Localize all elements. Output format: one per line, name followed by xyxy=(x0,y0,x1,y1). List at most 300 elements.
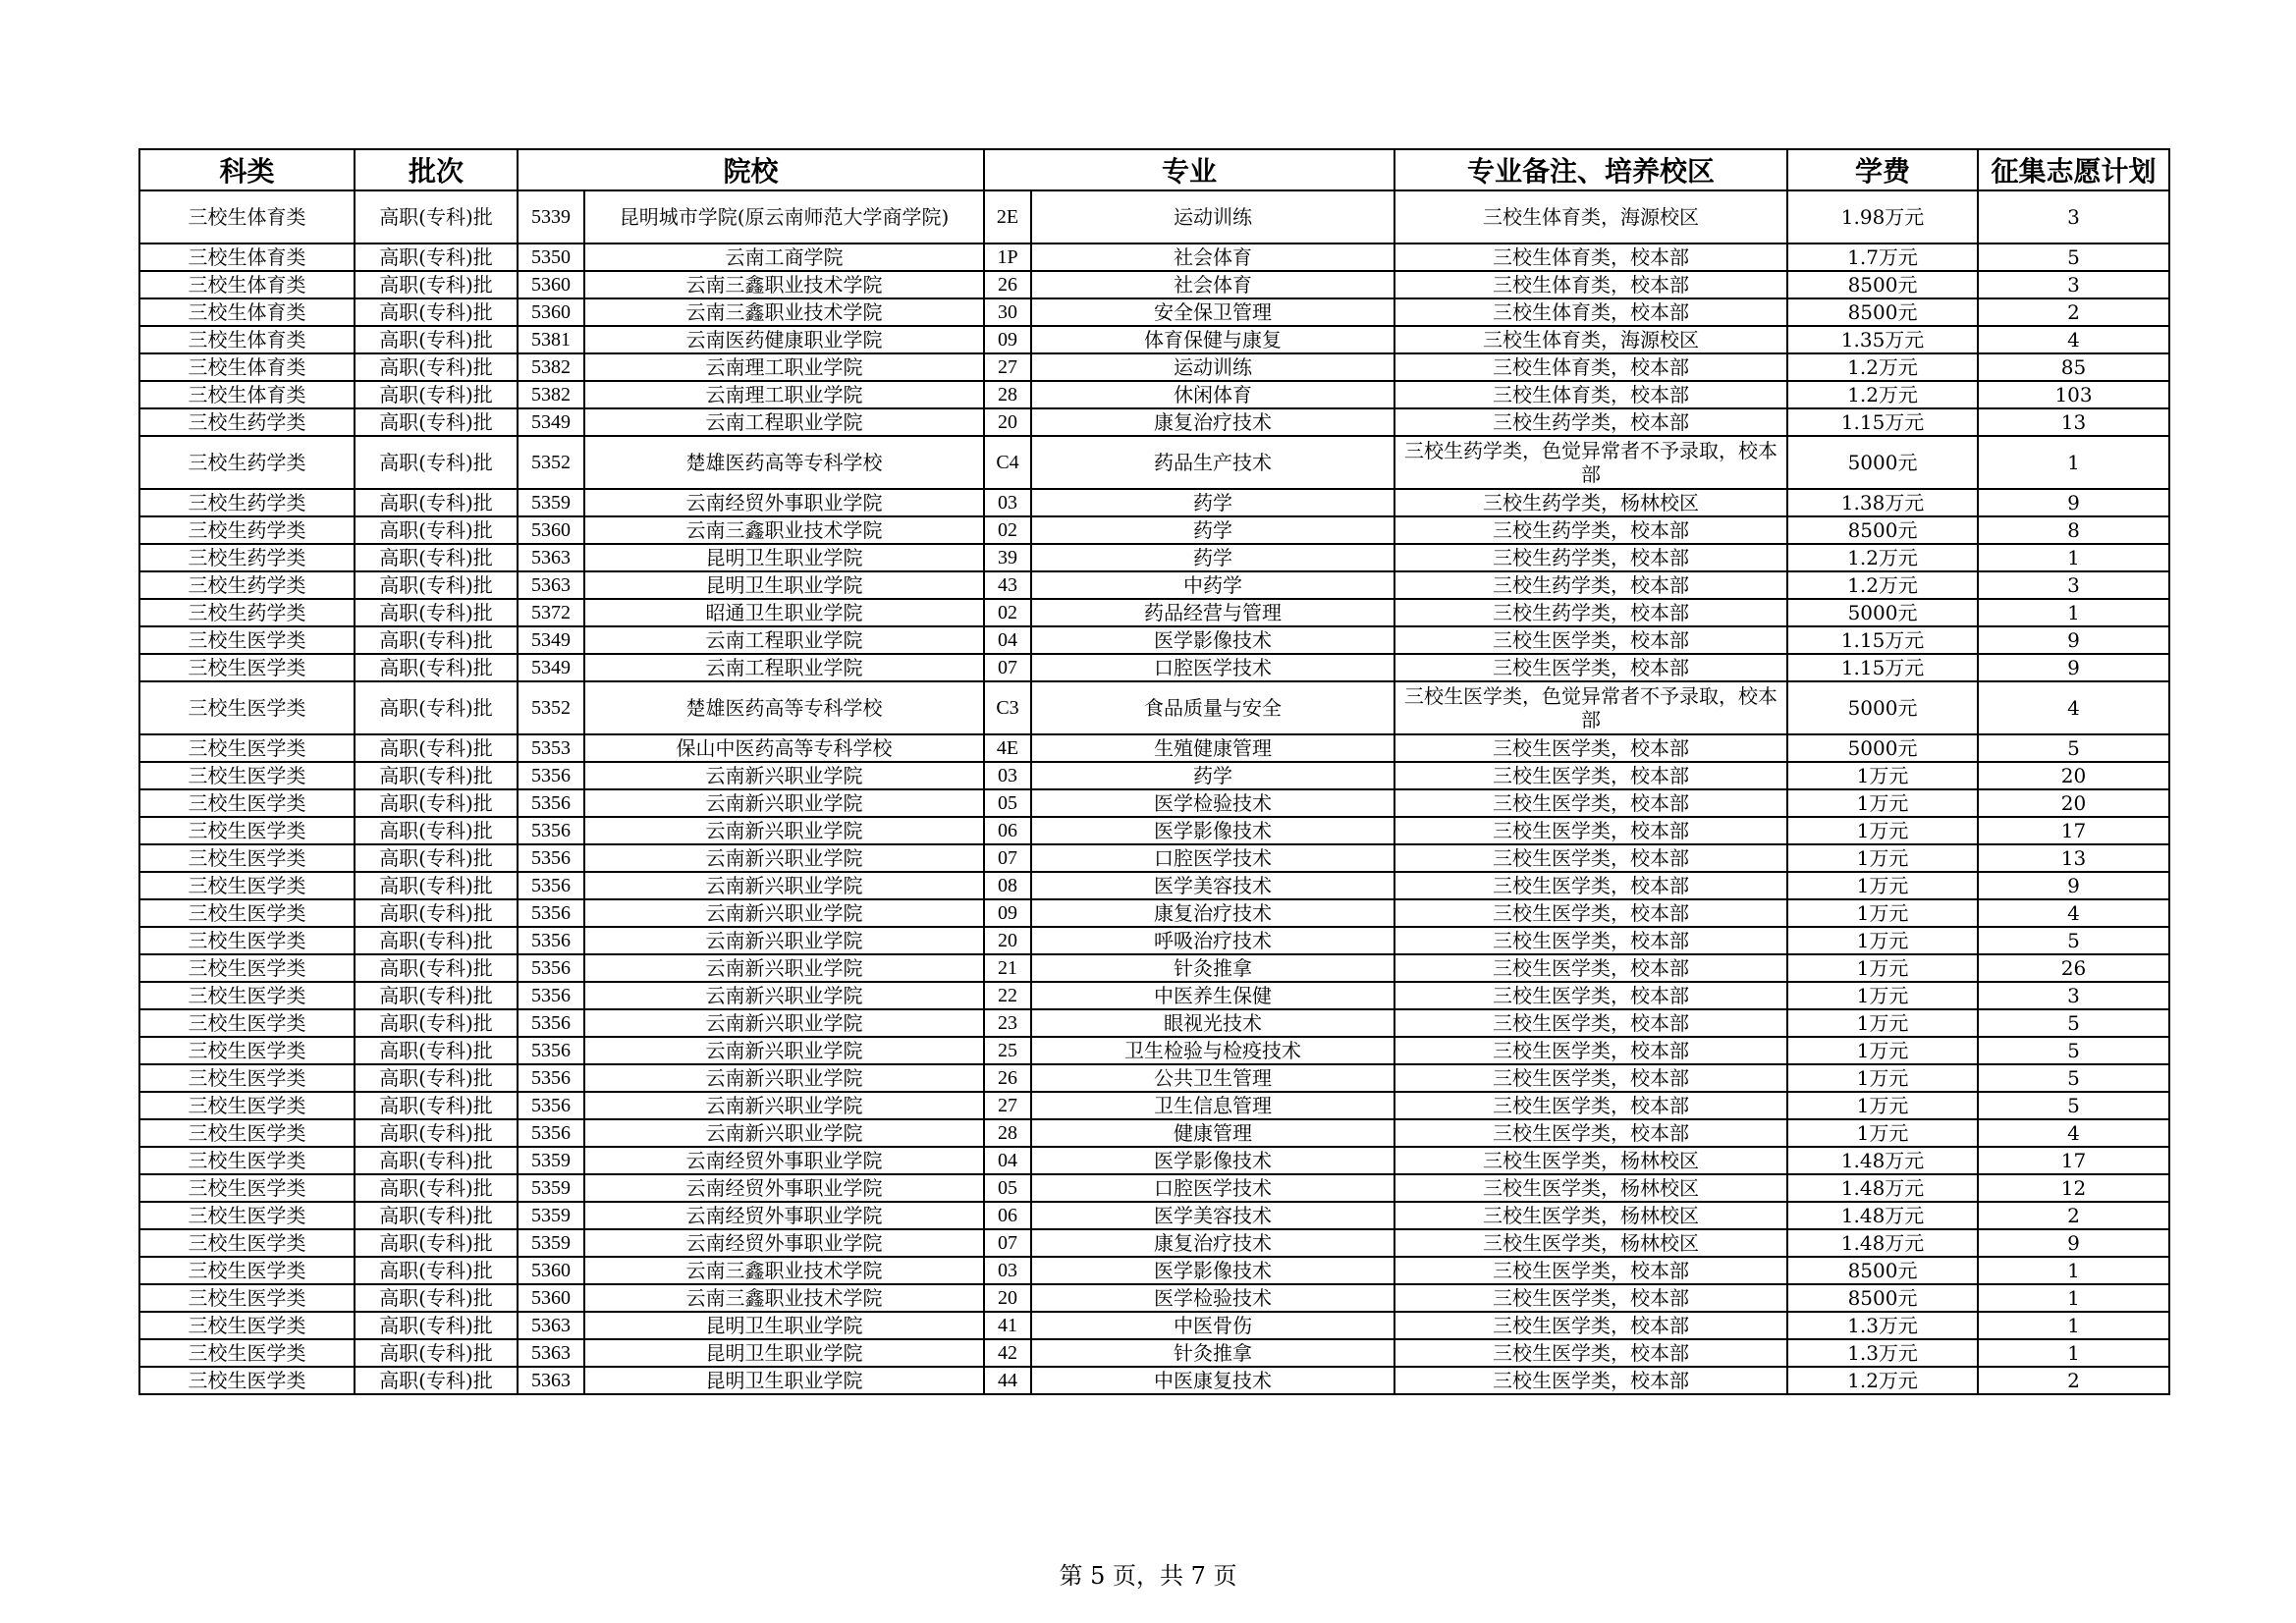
cell-school-code: 5360 xyxy=(518,1284,584,1312)
cell-fee: 1.2万元 xyxy=(1787,381,1978,408)
table-row xyxy=(139,353,2169,381)
cell-school-code: 5359 xyxy=(518,1174,584,1202)
cell-remark: 三校生药学类，校本部 xyxy=(1394,408,1787,436)
cell-school-code: 5360 xyxy=(518,516,584,544)
cell-batch: 高职(专科)批 xyxy=(355,927,518,954)
cell-school-code: 5356 xyxy=(518,1064,584,1092)
cell-school-code: 5352 xyxy=(518,681,584,734)
cell-plan: 5 xyxy=(1978,1037,2169,1064)
cell-category: 三校生医学类 xyxy=(139,654,355,681)
table-row xyxy=(139,1229,2169,1257)
cell-plan: 20 xyxy=(1978,762,2169,789)
cell-category: 三校生医学类 xyxy=(139,1174,355,1202)
cell-plan: 13 xyxy=(1978,408,2169,436)
cell-school: 云南工程职业学院 xyxy=(584,654,984,681)
cell-batch: 高职(专科)批 xyxy=(355,1229,518,1257)
cell-major-code: 06 xyxy=(984,1202,1031,1229)
cell-school-code: 5359 xyxy=(518,1147,584,1174)
cell-major: 社会体育 xyxy=(1031,271,1394,298)
cell-major: 医学影像技术 xyxy=(1031,1257,1394,1284)
cell-major-code: 20 xyxy=(984,927,1031,954)
cell-category: 三校生药学类 xyxy=(139,571,355,599)
table-row xyxy=(139,1064,2169,1092)
cell-batch: 高职(专科)批 xyxy=(355,1009,518,1037)
cell-plan: 4 xyxy=(1978,899,2169,927)
cell-major-code: 03 xyxy=(984,762,1031,789)
cell-remark: 三校生体育类，海源校区 xyxy=(1394,190,1787,243)
cell-school: 云南工商学院 xyxy=(584,243,984,271)
cell-category: 三校生医学类 xyxy=(139,1284,355,1312)
table-row xyxy=(139,844,2169,872)
cell-school: 云南三鑫职业技术学院 xyxy=(584,298,984,326)
cell-major-code: 41 xyxy=(984,1312,1031,1339)
table-row xyxy=(139,516,2169,544)
cell-plan: 3 xyxy=(1978,982,2169,1009)
cell-major: 中医骨伤 xyxy=(1031,1312,1394,1339)
cell-school-code: 5382 xyxy=(518,381,584,408)
cell-fee: 1万元 xyxy=(1787,1119,1978,1147)
cell-batch: 高职(专科)批 xyxy=(355,436,518,489)
cell-plan: 1 xyxy=(1978,1312,2169,1339)
cell-major-code: 28 xyxy=(984,381,1031,408)
cell-major: 药品生产技术 xyxy=(1031,436,1394,489)
cell-school: 云南三鑫职业技术学院 xyxy=(584,516,984,544)
cell-category: 三校生医学类 xyxy=(139,1367,355,1394)
cell-plan: 13 xyxy=(1978,844,2169,872)
cell-major-code: 03 xyxy=(984,1257,1031,1284)
cell-plan: 5 xyxy=(1978,1009,2169,1037)
cell-batch: 高职(专科)批 xyxy=(355,1312,518,1339)
cell-remark: 三校生医学类，校本部 xyxy=(1394,927,1787,954)
table-row xyxy=(139,1092,2169,1119)
cell-major: 药学 xyxy=(1031,762,1394,789)
cell-batch: 高职(专科)批 xyxy=(355,298,518,326)
cell-school: 云南新兴职业学院 xyxy=(584,1037,984,1064)
cell-remark: 三校生医学类，校本部 xyxy=(1394,1367,1787,1394)
table-row xyxy=(139,1037,2169,1064)
cell-remark: 三校生医学类，校本部 xyxy=(1394,872,1787,899)
table-row xyxy=(139,789,2169,817)
cell-plan: 3 xyxy=(1978,190,2169,243)
cell-fee: 1.48万元 xyxy=(1787,1202,1978,1229)
cell-plan: 5 xyxy=(1978,1064,2169,1092)
cell-remark: 三校生医学类，校本部 xyxy=(1394,789,1787,817)
cell-major-code: 28 xyxy=(984,1119,1031,1147)
cell-category: 三校生医学类 xyxy=(139,762,355,789)
cell-school: 云南新兴职业学院 xyxy=(584,1092,984,1119)
cell-school: 云南新兴职业学院 xyxy=(584,982,984,1009)
cell-major: 体育保健与康复 xyxy=(1031,326,1394,353)
cell-plan: 9 xyxy=(1978,654,2169,681)
cell-batch: 高职(专科)批 xyxy=(355,954,518,982)
cell-plan: 17 xyxy=(1978,1147,2169,1174)
cell-major-code: 27 xyxy=(984,1092,1031,1119)
cell-batch: 高职(专科)批 xyxy=(355,734,518,762)
table-row xyxy=(139,599,2169,626)
cell-remark: 三校生体育类，校本部 xyxy=(1394,353,1787,381)
cell-major: 公共卫生管理 xyxy=(1031,1064,1394,1092)
cell-major-code: 08 xyxy=(984,872,1031,899)
cell-school-code: 5353 xyxy=(518,734,584,762)
cell-major-code: 44 xyxy=(984,1367,1031,1394)
cell-batch: 高职(专科)批 xyxy=(355,1119,518,1147)
cell-plan: 4 xyxy=(1978,1119,2169,1147)
cell-fee: 1.48万元 xyxy=(1787,1147,1978,1174)
cell-major-code: 26 xyxy=(984,1064,1031,1092)
table-row xyxy=(139,1147,2169,1174)
cell-remark: 三校生医学类，校本部 xyxy=(1394,1312,1787,1339)
cell-major: 卫生信息管理 xyxy=(1031,1092,1394,1119)
cell-school-code: 5356 xyxy=(518,1092,584,1119)
cell-school: 云南新兴职业学院 xyxy=(584,1119,984,1147)
cell-major-code: 1P xyxy=(984,243,1031,271)
cell-plan: 4 xyxy=(1978,326,2169,353)
cell-major-code: 22 xyxy=(984,982,1031,1009)
cell-major-code: 09 xyxy=(984,899,1031,927)
cell-category: 三校生体育类 xyxy=(139,353,355,381)
cell-batch: 高职(专科)批 xyxy=(355,789,518,817)
cell-plan: 9 xyxy=(1978,1229,2169,1257)
cell-plan: 1 xyxy=(1978,599,2169,626)
cell-major: 生殖健康管理 xyxy=(1031,734,1394,762)
cell-fee: 1万元 xyxy=(1787,982,1978,1009)
cell-category: 三校生医学类 xyxy=(139,927,355,954)
cell-school: 昭通卫生职业学院 xyxy=(584,599,984,626)
cell-plan: 1 xyxy=(1978,436,2169,489)
cell-category: 三校生医学类 xyxy=(139,1119,355,1147)
cell-plan: 2 xyxy=(1978,1367,2169,1394)
cell-school: 云南三鑫职业技术学院 xyxy=(584,271,984,298)
table-row xyxy=(139,408,2169,436)
cell-remark: 三校生体育类，海源校区 xyxy=(1394,326,1787,353)
cell-school: 昆明卫生职业学院 xyxy=(584,1367,984,1394)
cell-remark: 三校生药学类，色觉异常者不予录取，校本部 xyxy=(1394,436,1787,489)
cell-plan: 9 xyxy=(1978,872,2169,899)
header-batch: 批次 xyxy=(355,149,518,190)
cell-fee: 1.3万元 xyxy=(1787,1339,1978,1367)
cell-fee: 8500元 xyxy=(1787,271,1978,298)
cell-batch: 高职(专科)批 xyxy=(355,326,518,353)
cell-major-code: 04 xyxy=(984,626,1031,654)
cell-school: 云南医药健康职业学院 xyxy=(584,326,984,353)
cell-category: 三校生医学类 xyxy=(139,681,355,734)
cell-fee: 1万元 xyxy=(1787,844,1978,872)
table-row xyxy=(139,1284,2169,1312)
cell-remark: 三校生医学类，校本部 xyxy=(1394,734,1787,762)
cell-plan: 17 xyxy=(1978,817,2169,844)
cell-major-code: 09 xyxy=(984,326,1031,353)
table-row xyxy=(139,298,2169,326)
cell-batch: 高职(专科)批 xyxy=(355,1174,518,1202)
cell-school-code: 5349 xyxy=(518,654,584,681)
table-row xyxy=(139,1009,2169,1037)
cell-category: 三校生医学类 xyxy=(139,954,355,982)
cell-category: 三校生体育类 xyxy=(139,326,355,353)
cell-major: 药学 xyxy=(1031,489,1394,516)
cell-category: 三校生医学类 xyxy=(139,1147,355,1174)
cell-school: 云南理工职业学院 xyxy=(584,381,984,408)
cell-school: 楚雄医药高等专科学校 xyxy=(584,681,984,734)
table-row xyxy=(139,1312,2169,1339)
table-row xyxy=(139,243,2169,271)
cell-category: 三校生医学类 xyxy=(139,1064,355,1092)
cell-fee: 1万元 xyxy=(1787,927,1978,954)
cell-batch: 高职(专科)批 xyxy=(355,1064,518,1092)
cell-major: 针灸推拿 xyxy=(1031,954,1394,982)
cell-fee: 1万元 xyxy=(1787,899,1978,927)
cell-category: 三校生药学类 xyxy=(139,408,355,436)
cell-school-code: 5356 xyxy=(518,1009,584,1037)
cell-major: 康复治疗技术 xyxy=(1031,408,1394,436)
cell-major: 康复治疗技术 xyxy=(1031,899,1394,927)
cell-remark: 三校生医学类，校本部 xyxy=(1394,762,1787,789)
cell-category: 三校生医学类 xyxy=(139,789,355,817)
cell-major: 呼吸治疗技术 xyxy=(1031,927,1394,954)
cell-school: 云南经贸外事职业学院 xyxy=(584,489,984,516)
cell-major: 健康管理 xyxy=(1031,1119,1394,1147)
cell-school: 云南三鑫职业技术学院 xyxy=(584,1284,984,1312)
cell-major: 卫生检验与检疫技术 xyxy=(1031,1037,1394,1064)
cell-fee: 1万元 xyxy=(1787,1037,1978,1064)
cell-remark: 三校生体育类，校本部 xyxy=(1394,271,1787,298)
cell-plan: 1 xyxy=(1978,1339,2169,1367)
cell-category: 三校生医学类 xyxy=(139,1092,355,1119)
cell-major-code: C4 xyxy=(984,436,1031,489)
cell-fee: 8500元 xyxy=(1787,1257,1978,1284)
cell-school-code: 5363 xyxy=(518,1367,584,1394)
cell-plan: 2 xyxy=(1978,1202,2169,1229)
cell-category: 三校生医学类 xyxy=(139,626,355,654)
cell-major: 运动训练 xyxy=(1031,190,1394,243)
table-row xyxy=(139,899,2169,927)
cell-school-code: 5356 xyxy=(518,1037,584,1064)
cell-remark: 三校生医学类，校本部 xyxy=(1394,982,1787,1009)
cell-major-code: 05 xyxy=(984,1174,1031,1202)
cell-category: 三校生医学类 xyxy=(139,982,355,1009)
cell-remark: 三校生医学类，校本部 xyxy=(1394,626,1787,654)
cell-fee: 1.98万元 xyxy=(1787,190,1978,243)
cell-major: 中医养生保健 xyxy=(1031,982,1394,1009)
cell-batch: 高职(专科)批 xyxy=(355,817,518,844)
cell-major-code: 21 xyxy=(984,954,1031,982)
cell-school: 云南新兴职业学院 xyxy=(584,872,984,899)
cell-major: 药学 xyxy=(1031,516,1394,544)
cell-major: 医学检验技术 xyxy=(1031,1284,1394,1312)
table-row xyxy=(139,1367,2169,1394)
cell-major: 医学美容技术 xyxy=(1031,872,1394,899)
cell-school: 云南新兴职业学院 xyxy=(584,927,984,954)
cell-plan: 3 xyxy=(1978,271,2169,298)
cell-fee: 1.15万元 xyxy=(1787,626,1978,654)
cell-batch: 高职(专科)批 xyxy=(355,544,518,571)
header-major: 专业 xyxy=(984,149,1394,190)
cell-plan: 5 xyxy=(1978,243,2169,271)
cell-school-code: 5382 xyxy=(518,353,584,381)
cell-major-code: 20 xyxy=(984,1284,1031,1312)
cell-plan: 103 xyxy=(1978,381,2169,408)
cell-school-code: 5381 xyxy=(518,326,584,353)
cell-school: 云南理工职业学院 xyxy=(584,353,984,381)
header-category: 科类 xyxy=(139,149,355,190)
cell-school: 云南新兴职业学院 xyxy=(584,762,984,789)
cell-major-code: 02 xyxy=(984,599,1031,626)
cell-category: 三校生医学类 xyxy=(139,1037,355,1064)
cell-plan: 26 xyxy=(1978,954,2169,982)
cell-school: 昆明城市学院(原云南师范大学商学院) xyxy=(584,190,984,243)
cell-major: 运动训练 xyxy=(1031,353,1394,381)
cell-remark: 三校生医学类，杨林校区 xyxy=(1394,1174,1787,1202)
table-row xyxy=(139,271,2169,298)
cell-school: 云南新兴职业学院 xyxy=(584,789,984,817)
cell-major-code: 02 xyxy=(984,516,1031,544)
cell-major-code: 2E xyxy=(984,190,1031,243)
table-row xyxy=(139,1339,2169,1367)
cell-school: 云南经贸外事职业学院 xyxy=(584,1147,984,1174)
cell-category: 三校生医学类 xyxy=(139,1229,355,1257)
cell-major: 休闲体育 xyxy=(1031,381,1394,408)
cell-batch: 高职(专科)批 xyxy=(355,982,518,1009)
cell-major: 中药学 xyxy=(1031,571,1394,599)
cell-fee: 8500元 xyxy=(1787,1284,1978,1312)
cell-batch: 高职(专科)批 xyxy=(355,762,518,789)
cell-remark: 三校生体育类，校本部 xyxy=(1394,243,1787,271)
cell-plan: 3 xyxy=(1978,571,2169,599)
cell-fee: 1万元 xyxy=(1787,817,1978,844)
cell-category: 三校生体育类 xyxy=(139,381,355,408)
cell-batch: 高职(专科)批 xyxy=(355,872,518,899)
cell-remark: 三校生药学类，杨林校区 xyxy=(1394,489,1787,516)
cell-major: 康复治疗技术 xyxy=(1031,1229,1394,1257)
cell-batch: 高职(专科)批 xyxy=(355,681,518,734)
table-row xyxy=(139,817,2169,844)
cell-batch: 高职(专科)批 xyxy=(355,626,518,654)
table-row xyxy=(139,681,2169,734)
cell-plan: 9 xyxy=(1978,489,2169,516)
cell-school: 云南工程职业学院 xyxy=(584,408,984,436)
cell-school-code: 5349 xyxy=(518,408,584,436)
cell-plan: 5 xyxy=(1978,927,2169,954)
cell-category: 三校生体育类 xyxy=(139,190,355,243)
table-body xyxy=(139,190,2169,1394)
cell-major: 眼视光技术 xyxy=(1031,1009,1394,1037)
cell-school-code: 5356 xyxy=(518,817,584,844)
cell-school-code: 5356 xyxy=(518,927,584,954)
cell-fee: 1.48万元 xyxy=(1787,1229,1978,1257)
cell-major-code: 07 xyxy=(984,654,1031,681)
cell-major-code: 4E xyxy=(984,734,1031,762)
cell-category: 三校生医学类 xyxy=(139,734,355,762)
cell-plan: 1 xyxy=(1978,1284,2169,1312)
cell-fee: 1万元 xyxy=(1787,1064,1978,1092)
cell-major: 医学美容技术 xyxy=(1031,1202,1394,1229)
cell-remark: 三校生药学类，校本部 xyxy=(1394,544,1787,571)
cell-school: 云南经贸外事职业学院 xyxy=(584,1202,984,1229)
cell-remark: 三校生医学类，校本部 xyxy=(1394,654,1787,681)
table-row xyxy=(139,544,2169,571)
cell-major: 针灸推拿 xyxy=(1031,1339,1394,1367)
cell-plan: 5 xyxy=(1978,1092,2169,1119)
cell-fee: 1万元 xyxy=(1787,872,1978,899)
cell-remark: 三校生医学类，校本部 xyxy=(1394,1092,1787,1119)
cell-batch: 高职(专科)批 xyxy=(355,408,518,436)
cell-plan: 5 xyxy=(1978,734,2169,762)
cell-batch: 高职(专科)批 xyxy=(355,516,518,544)
cell-fee: 5000元 xyxy=(1787,681,1978,734)
cell-major-code: 30 xyxy=(984,298,1031,326)
cell-fee: 1.2万元 xyxy=(1787,544,1978,571)
table-row xyxy=(139,954,2169,982)
cell-fee: 1万元 xyxy=(1787,789,1978,817)
cell-fee: 1.2万元 xyxy=(1787,353,1978,381)
table-row xyxy=(139,982,2169,1009)
cell-school-code: 5363 xyxy=(518,544,584,571)
table-row xyxy=(139,734,2169,762)
cell-remark: 三校生药学类，校本部 xyxy=(1394,571,1787,599)
cell-major-code: 23 xyxy=(984,1009,1031,1037)
cell-plan: 9 xyxy=(1978,626,2169,654)
cell-category: 三校生体育类 xyxy=(139,243,355,271)
table-row xyxy=(139,1202,2169,1229)
cell-major-code: 07 xyxy=(984,1229,1031,1257)
header-plan: 征集志愿计划 xyxy=(1978,149,2169,190)
cell-major: 药学 xyxy=(1031,544,1394,571)
cell-plan: 1 xyxy=(1978,1257,2169,1284)
cell-plan: 85 xyxy=(1978,353,2169,381)
cell-major-code: 39 xyxy=(984,544,1031,571)
cell-fee: 1.2万元 xyxy=(1787,1367,1978,1394)
cell-school-code: 5360 xyxy=(518,271,584,298)
cell-school: 保山中医药高等专科学校 xyxy=(584,734,984,762)
cell-plan: 12 xyxy=(1978,1174,2169,1202)
cell-fee: 1万元 xyxy=(1787,954,1978,982)
cell-batch: 高职(专科)批 xyxy=(355,899,518,927)
cell-school-code: 5356 xyxy=(518,789,584,817)
cell-school: 云南新兴职业学院 xyxy=(584,817,984,844)
cell-batch: 高职(专科)批 xyxy=(355,1147,518,1174)
cell-school-code: 5356 xyxy=(518,1119,584,1147)
admission-plan-sheet xyxy=(138,148,2168,1395)
cell-remark: 三校生医学类，校本部 xyxy=(1394,1257,1787,1284)
cell-major: 药品经营与管理 xyxy=(1031,599,1394,626)
cell-batch: 高职(专科)批 xyxy=(355,1367,518,1394)
cell-fee: 1万元 xyxy=(1787,762,1978,789)
table-row xyxy=(139,1119,2169,1147)
cell-remark: 三校生医学类，校本部 xyxy=(1394,1119,1787,1147)
admission-plan-table xyxy=(138,148,2170,1395)
cell-category: 三校生医学类 xyxy=(139,1312,355,1339)
cell-school: 云南工程职业学院 xyxy=(584,626,984,654)
cell-plan: 8 xyxy=(1978,516,2169,544)
cell-school-code: 5359 xyxy=(518,489,584,516)
cell-batch: 高职(专科)批 xyxy=(355,654,518,681)
cell-category: 三校生医学类 xyxy=(139,899,355,927)
cell-school-code: 5363 xyxy=(518,1339,584,1367)
cell-school-code: 5356 xyxy=(518,954,584,982)
cell-school: 昆明卫生职业学院 xyxy=(584,1339,984,1367)
table-row xyxy=(139,190,2169,243)
table-row xyxy=(139,1257,2169,1284)
cell-fee: 1.15万元 xyxy=(1787,408,1978,436)
cell-category: 三校生医学类 xyxy=(139,817,355,844)
cell-batch: 高职(专科)批 xyxy=(355,844,518,872)
cell-category: 三校生医学类 xyxy=(139,844,355,872)
table-row xyxy=(139,1174,2169,1202)
cell-category: 三校生体育类 xyxy=(139,298,355,326)
cell-remark: 三校生体育类，校本部 xyxy=(1394,298,1787,326)
cell-category: 三校生医学类 xyxy=(139,1339,355,1367)
cell-category: 三校生药学类 xyxy=(139,489,355,516)
cell-school: 昆明卫生职业学院 xyxy=(584,571,984,599)
